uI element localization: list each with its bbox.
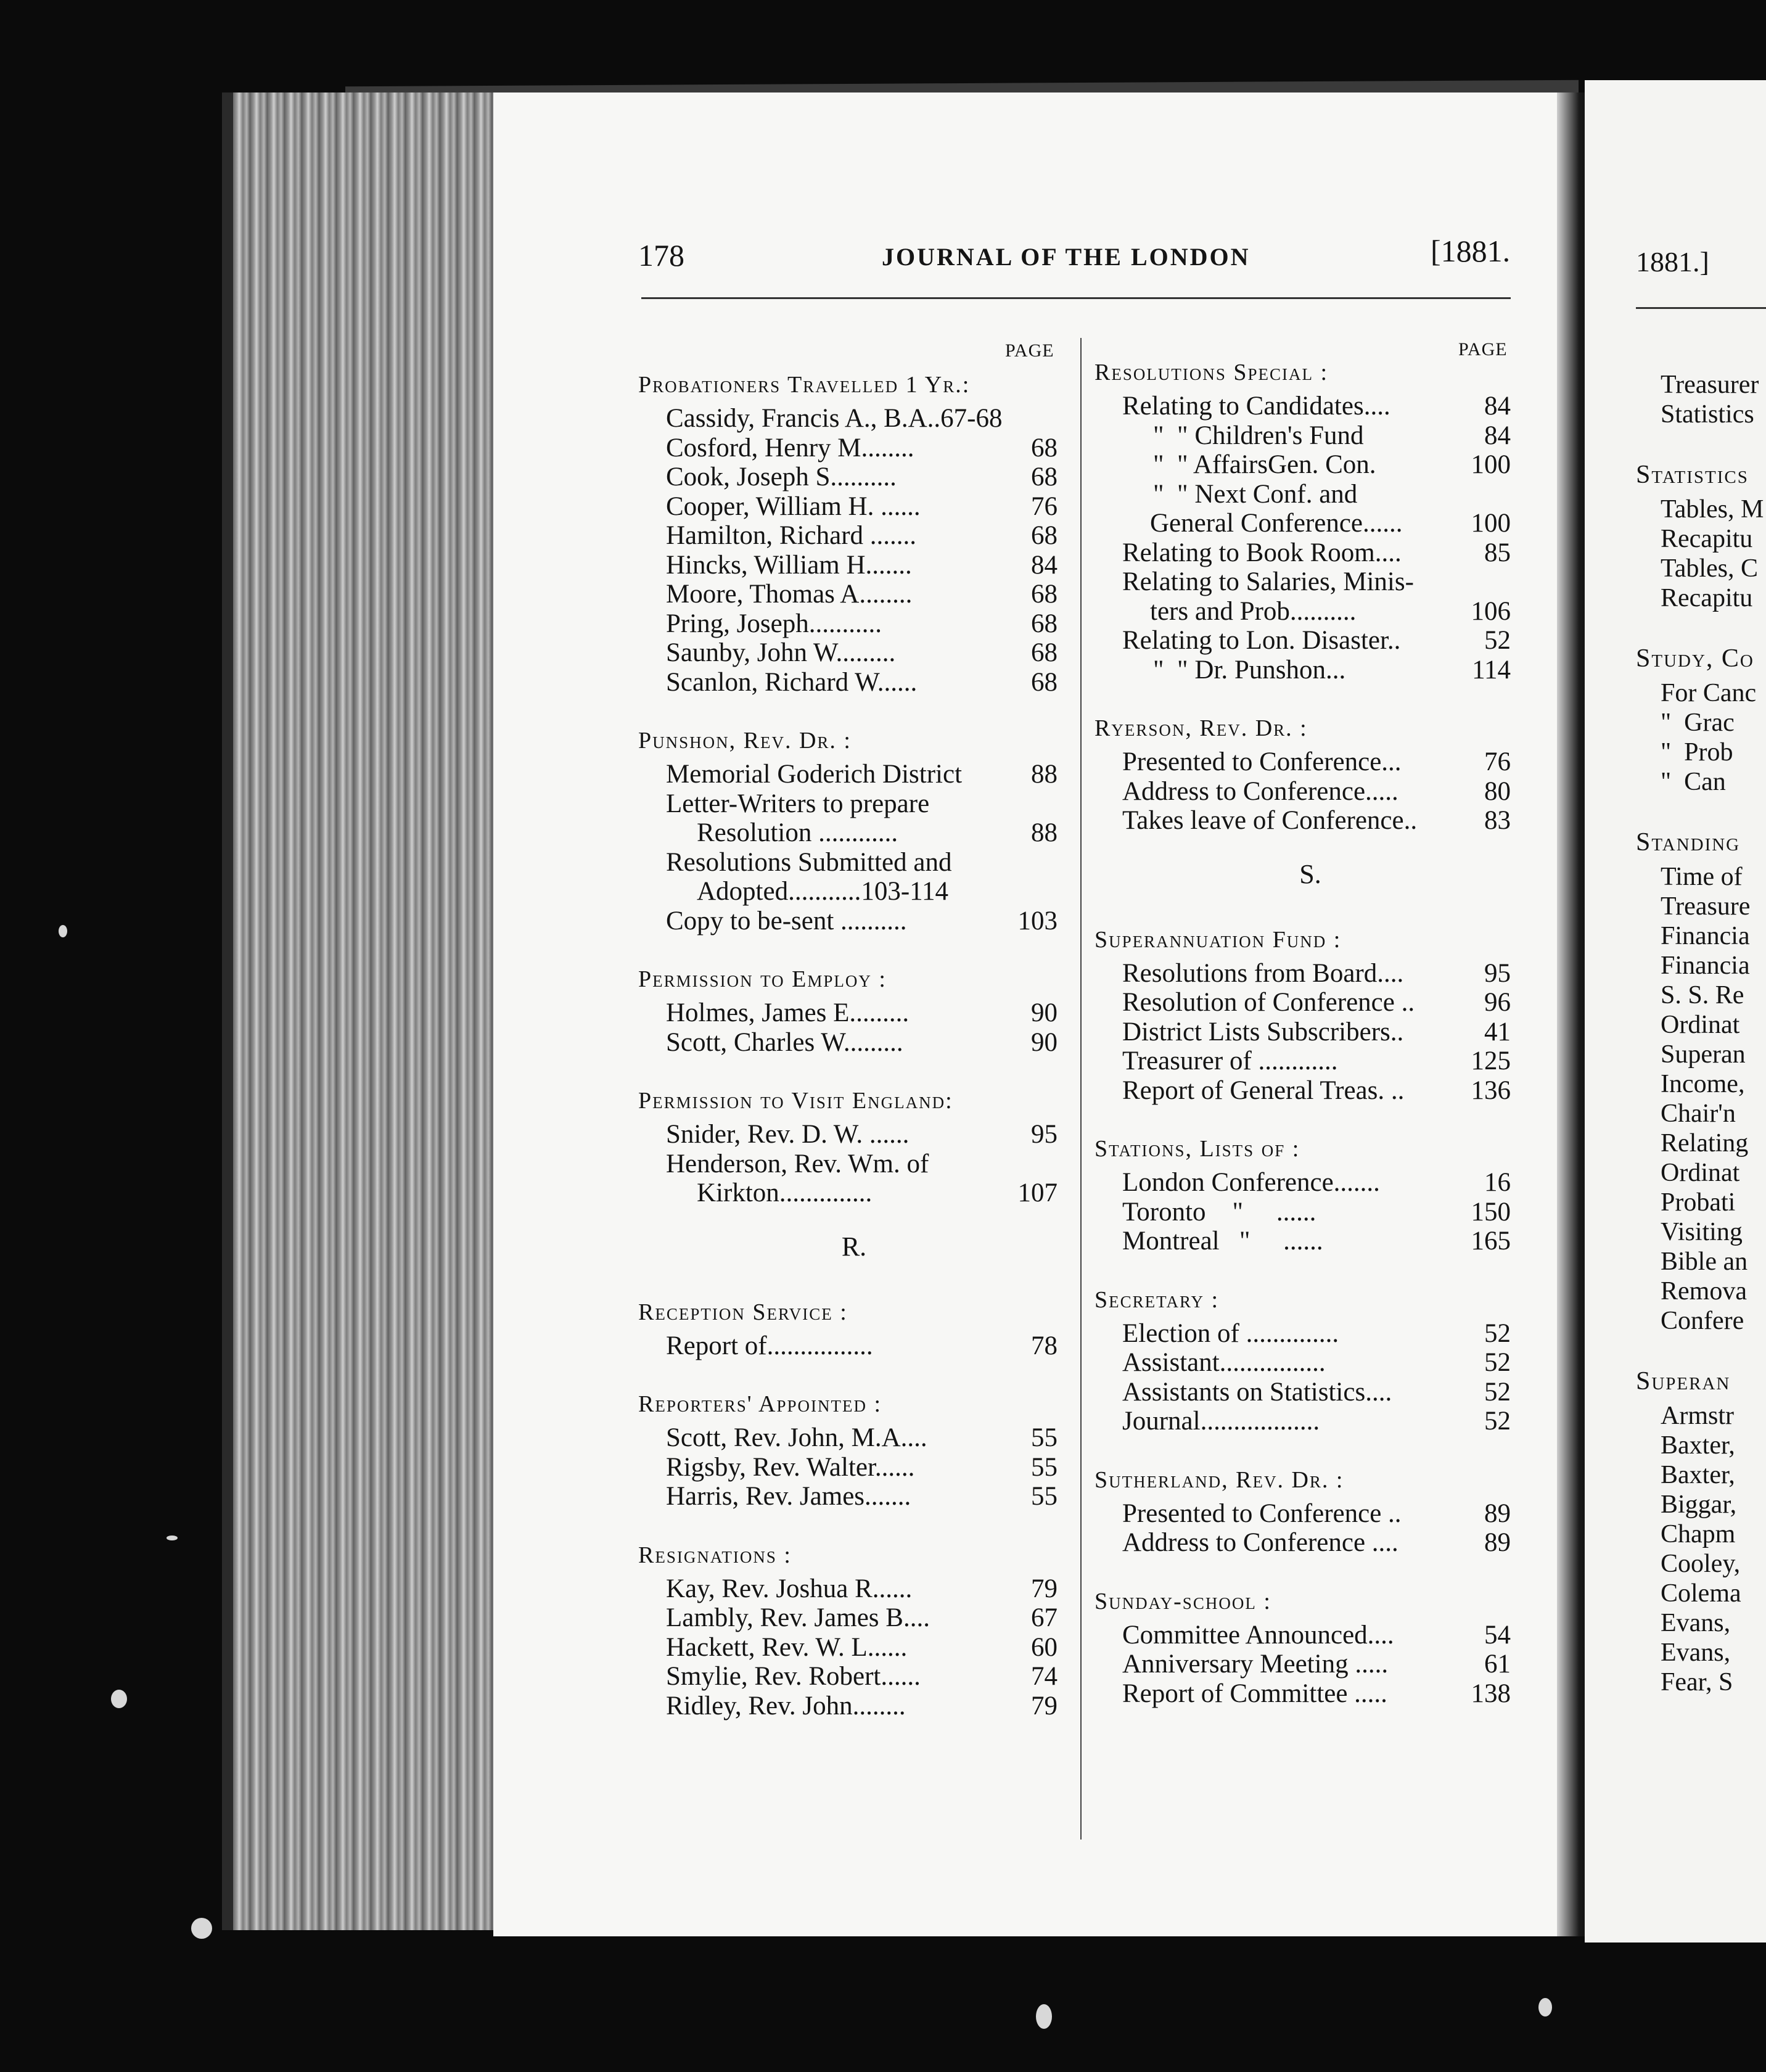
index-entry — [666, 1691, 1058, 1720]
index-entry — [666, 1661, 1058, 1691]
entry-text: Relating to Candidates.... — [1122, 392, 1390, 421]
facing-index-entry: Financia — [1661, 952, 1750, 980]
entry-page-number: 52 — [1484, 626, 1511, 655]
index-entry — [666, 1119, 1058, 1149]
dust-speck — [59, 925, 67, 937]
entry-text: Treasurer of ............ — [1122, 1046, 1338, 1075]
entry-page-number: 68 — [1031, 609, 1058, 638]
index-entry — [666, 759, 1058, 789]
facing-index-entry: Cooley, — [1661, 1550, 1741, 1578]
running-head-year: [1881. — [1431, 234, 1511, 268]
index-entry — [666, 1452, 1058, 1482]
left-page-label: PAGE — [1005, 340, 1054, 361]
entry-text: Cook, Joseph S.......... — [666, 462, 897, 491]
column-divider — [1080, 338, 1082, 1840]
entry-text: " " Dr. Punshon... — [1153, 655, 1346, 684]
index-heading: Punshon, Rev. Dr. : — [638, 728, 852, 754]
index-entry — [666, 491, 1058, 521]
index-entry — [1122, 776, 1511, 806]
page-block-edges — [222, 92, 517, 1930]
entry-page-number: 106 — [1471, 596, 1511, 626]
facing-index-entry: Visiting — [1661, 1218, 1743, 1246]
index-entry — [666, 1481, 1058, 1511]
entry-page-number: 136 — [1471, 1075, 1511, 1105]
entry-page-number: 85 — [1484, 538, 1511, 567]
entry-text: Scott, Rev. John, M.A.... — [666, 1423, 927, 1452]
entry-text: Montreal " ...... — [1122, 1227, 1323, 1256]
entry-page-number: 68 — [1031, 433, 1058, 462]
entry-text: Report of General Treas. .. — [1122, 1075, 1405, 1105]
section-letter: R. — [841, 1231, 867, 1262]
entry-page-number: 52 — [1484, 1318, 1511, 1348]
facing-index-entry: " Can — [1661, 768, 1726, 796]
entry-page-number: 79 — [1031, 1574, 1058, 1603]
entry-page-number: 68 — [1031, 521, 1058, 550]
facing-index-entry: Statistics — [1661, 400, 1754, 429]
entry-page-number: 67 — [1031, 1603, 1058, 1632]
facing-index-entry: Colema — [1661, 1579, 1741, 1608]
entry-page-number: 84 — [1031, 550, 1058, 580]
left-index-column — [638, 92, 1070, 1936]
right-page-label: PAGE — [1458, 339, 1508, 360]
entry-page-number: 96 — [1484, 988, 1511, 1017]
entry-page-number: 74 — [1031, 1662, 1058, 1691]
entry-text: Hincks, William H....... — [666, 550, 912, 580]
facing-page-index — [1636, 80, 1766, 1942]
index-entry — [1122, 1226, 1511, 1256]
entry-page-number: 100 — [1471, 509, 1511, 538]
facing-index-entry: Chair'n — [1661, 1100, 1736, 1128]
index-entry — [666, 579, 1058, 609]
index-heading: Permission to Employ : — [638, 966, 887, 992]
entry-page-number: 89 — [1484, 1498, 1511, 1528]
index-entry — [1153, 450, 1511, 479]
entry-text: Takes leave of Conference.. — [1122, 806, 1418, 835]
facing-index-entry: Superan — [1661, 1040, 1746, 1069]
index-heading: Probationers Travelled 1 Yr.: — [638, 372, 971, 398]
entry-text: Relating to Book Room.... — [1122, 538, 1402, 567]
entry-page-number: 125 — [1471, 1046, 1511, 1075]
index-entry — [666, 1603, 1058, 1632]
entry-text: Moore, Thomas A........ — [666, 580, 913, 609]
entry-text: Scott, Charles W......... — [666, 1027, 903, 1057]
entry-page-number: 55 — [1031, 1452, 1058, 1482]
entry-page-number: 80 — [1484, 776, 1511, 806]
index-entry — [1122, 538, 1511, 567]
index-entry — [1122, 805, 1511, 835]
index-entry — [666, 609, 1058, 638]
entry-text: Resolution of Conference .. — [1122, 988, 1415, 1017]
entry-page-number: 95 — [1031, 1120, 1058, 1149]
index-entry — [666, 1027, 1058, 1057]
facing-index-entry: Chapm — [1661, 1520, 1736, 1548]
right-index-column — [1095, 92, 1526, 1936]
running-head-title: JOURNAL OF THE LONDON — [882, 243, 1251, 271]
entry-page-number: 83 — [1484, 806, 1511, 835]
facing-index-entry: " Grac — [1661, 709, 1735, 737]
dust-speck — [111, 1690, 127, 1708]
entry-text: Cassidy, Francis A., B.A..67-68 — [666, 404, 1003, 433]
dust-speck — [1036, 2004, 1052, 2029]
entry-text: " " AffairsGen. Con. — [1153, 450, 1376, 479]
dust-speck — [1538, 1998, 1552, 2016]
index-entry — [1153, 655, 1511, 684]
index-entry — [697, 1178, 1058, 1207]
entry-text: Committee Announced.... — [1122, 1620, 1394, 1650]
facing-index-entry: Probati — [1661, 1188, 1736, 1217]
entry-text: Resolution ............ — [697, 818, 898, 847]
index-entry — [666, 667, 1058, 697]
entry-text: Copy to be-sent .......... — [666, 906, 907, 935]
entry-page-number: 52 — [1484, 1407, 1511, 1436]
facing-index-entry: Tables, C — [1661, 554, 1759, 583]
entry-page-number: 60 — [1031, 1632, 1058, 1662]
entry-page-number: 88 — [1031, 760, 1058, 789]
index-entry — [666, 433, 1058, 462]
entry-page-number: 84 — [1484, 421, 1511, 450]
entry-page-number: 78 — [1031, 1331, 1058, 1360]
entry-text: Anniversary Meeting ..... — [1122, 1650, 1389, 1679]
facing-index-entry: Biggar, — [1661, 1490, 1737, 1519]
index-heading: Resolutions Special : — [1095, 360, 1329, 385]
entry-page-number: 79 — [1031, 1691, 1058, 1720]
entry-text: Scanlon, Richard W...... — [666, 667, 918, 697]
entry-text: Smylie, Rev. Robert...... — [666, 1662, 921, 1691]
entry-text: Letter-Writers to prepare — [666, 789, 930, 818]
entry-text: Snider, Rev. D. W. ...... — [666, 1120, 910, 1149]
index-entry — [666, 998, 1058, 1027]
entry-page-number: 90 — [1031, 998, 1058, 1027]
index-entry — [1122, 1649, 1511, 1679]
facing-index-heading: Statistics — [1636, 461, 1749, 489]
index-heading: Sunday-school : — [1095, 1588, 1271, 1614]
index-heading: Ryerson, Rev. Dr. : — [1095, 715, 1308, 741]
facing-page — [1585, 80, 1766, 1942]
entry-page-number: 100 — [1471, 450, 1511, 479]
facing-index-entry: Confere — [1661, 1307, 1744, 1335]
index-entry — [666, 906, 1058, 935]
index-entry — [666, 550, 1058, 580]
section-letter: S. — [1299, 858, 1321, 889]
index-entry — [1122, 1347, 1511, 1377]
entry-page-number: 52 — [1484, 1348, 1511, 1377]
index-entry — [1122, 1620, 1511, 1650]
entry-page-number: 55 — [1031, 1423, 1058, 1452]
index-entry — [666, 789, 1058, 818]
entry-page-number: 68 — [1031, 638, 1058, 667]
index-entry — [1122, 1318, 1511, 1348]
dust-speck — [191, 1918, 212, 1939]
entry-page-number: 88 — [1031, 818, 1058, 847]
index-entry — [697, 818, 1058, 847]
entry-text: Harris, Rev. James....... — [666, 1482, 911, 1511]
facing-index-entry: Tables, M — [1661, 495, 1764, 524]
facing-index-entry: Armstr — [1661, 1402, 1734, 1430]
facing-index-entry: Remova — [1661, 1277, 1747, 1305]
entry-text: Journal.................. — [1122, 1407, 1320, 1436]
entry-text: Address to Conference .... — [1122, 1528, 1398, 1557]
entry-text: General Conference...... — [1150, 509, 1403, 538]
entry-text: Election of .............. — [1122, 1318, 1339, 1348]
entry-text: Cooper, William H. ...... — [666, 491, 921, 521]
index-entry — [1153, 479, 1511, 509]
index-entry — [1153, 421, 1511, 450]
entry-text: Pring, Joseph........... — [666, 609, 882, 638]
entry-text: Memorial Goderich District — [666, 760, 963, 789]
entry-text: Ridley, Rev. John........ — [666, 1691, 906, 1720]
facing-index-entry: Relating — [1661, 1129, 1749, 1157]
index-entry — [1122, 1046, 1511, 1075]
entry-text: Rigsby, Rev. Walter...... — [666, 1452, 915, 1482]
entry-text: Adopted...........103-114 — [697, 877, 949, 906]
facing-index-entry: Bible an — [1661, 1248, 1748, 1276]
entry-text: District Lists Subscribers.. — [1122, 1017, 1404, 1046]
entry-text: Lambly, Rev. James B.... — [666, 1603, 930, 1632]
index-entry — [1122, 1498, 1511, 1528]
entry-page-number: 150 — [1471, 1197, 1511, 1227]
index-entry — [1122, 1075, 1511, 1105]
index-entry — [666, 1574, 1058, 1603]
entry-text: Hamilton, Richard ....... — [666, 521, 917, 550]
facing-index-entry: Evans, — [1661, 1609, 1731, 1637]
facing-index-entry: Treasurer — [1661, 371, 1759, 399]
facing-index-entry: Time of — [1661, 863, 1743, 891]
index-entry — [1122, 1406, 1511, 1436]
entry-text: Resolutions Submitted and — [666, 847, 952, 877]
facing-index-entry: Evans, — [1661, 1638, 1731, 1667]
facing-index-entry: Treasure — [1661, 892, 1751, 921]
entry-page-number: 90 — [1031, 1027, 1058, 1057]
entry-page-number: 138 — [1471, 1679, 1511, 1708]
entry-text: " " Next Conf. and — [1153, 479, 1358, 509]
facing-index-entry: Baxter, — [1661, 1431, 1735, 1460]
entry-text: " " Children's Fund — [1153, 421, 1364, 450]
entry-page-number: 103 — [1017, 906, 1058, 935]
index-entry — [1122, 625, 1511, 655]
entry-text: Kay, Rev. Joshua R...... — [666, 1574, 913, 1603]
facing-index-heading: Study, Co — [1636, 644, 1754, 673]
facing-index-entry: Financia — [1661, 922, 1750, 950]
entry-page-number: 68 — [1031, 462, 1058, 491]
index-entry — [1122, 567, 1511, 596]
index-entry — [666, 847, 1058, 877]
entry-page-number: 68 — [1031, 580, 1058, 609]
facing-index-entry: Fear, S — [1661, 1668, 1733, 1696]
entry-text: Saunby, John W......... — [666, 638, 896, 667]
index-entry — [1122, 958, 1511, 988]
index-page — [493, 92, 1572, 1936]
entry-text: Holmes, James E......... — [666, 998, 910, 1027]
entry-text: Henderson, Rev. Wm. of — [666, 1149, 929, 1178]
entry-text: Assistants on Statistics.... — [1122, 1377, 1392, 1407]
index-heading: Sutherland, Rev. Dr. : — [1095, 1466, 1344, 1493]
index-heading: Resignations : — [638, 1542, 792, 1568]
facing-index-entry: S. S. Re — [1661, 981, 1744, 1009]
entry-text: Toronto " ...... — [1122, 1197, 1316, 1227]
index-entry — [666, 462, 1058, 491]
entry-page-number: 95 — [1484, 958, 1511, 988]
entry-page-number: 68 — [1031, 667, 1058, 697]
facing-index-entry: For Canc — [1661, 679, 1757, 707]
entry-page-number: 61 — [1484, 1650, 1511, 1679]
dust-speck — [166, 1536, 178, 1540]
index-entry — [1122, 1527, 1511, 1557]
entry-page-number: 107 — [1017, 1178, 1058, 1207]
facing-index-entry: Recapitu — [1661, 584, 1753, 612]
entry-text: Address to Conference..... — [1122, 776, 1398, 806]
index-entry — [666, 403, 1058, 433]
entry-page-number: 16 — [1484, 1168, 1511, 1197]
facing-page-year: 1881.] — [1636, 246, 1709, 278]
index-entry — [1122, 1017, 1511, 1046]
entry-text: Relating to Lon. Disaster.. — [1122, 626, 1401, 655]
index-heading: Reception Service : — [638, 1299, 848, 1325]
entry-page-number: 76 — [1031, 491, 1058, 521]
facing-index-entry: Ordinat — [1661, 1159, 1740, 1187]
entry-text: Assistant................ — [1122, 1348, 1326, 1377]
index-entry — [1150, 508, 1511, 538]
entry-text: ters and Prob.......... — [1150, 596, 1357, 626]
index-heading: Stations, Lists of : — [1095, 1136, 1300, 1162]
index-entry — [697, 876, 1058, 906]
facing-index-entry: Ordinat — [1661, 1011, 1740, 1039]
entry-text: Presented to Conference... — [1122, 747, 1402, 776]
entry-text: Relating to Salaries, Minis- — [1122, 567, 1414, 596]
index-entry — [666, 1423, 1058, 1452]
facing-index-entry: Recapitu — [1661, 525, 1753, 553]
entry-text: Report of................ — [666, 1331, 873, 1360]
index-entry — [1122, 1679, 1511, 1708]
index-entry — [1122, 1197, 1511, 1227]
index-heading: Reporters' Appointed : — [638, 1391, 882, 1417]
entry-page-number: 54 — [1484, 1620, 1511, 1650]
index-entry — [1122, 987, 1511, 1017]
entry-page-number: 52 — [1484, 1377, 1511, 1407]
entry-text: Cosford, Henry M........ — [666, 433, 914, 462]
entry-text: Kirkton.............. — [697, 1178, 873, 1207]
entry-page-number: 41 — [1484, 1017, 1511, 1046]
index-entry — [1122, 747, 1511, 776]
entry-text: Report of Committee ..... — [1122, 1679, 1387, 1708]
index-entry — [666, 520, 1058, 550]
entry-text: Presented to Conference .. — [1122, 1498, 1402, 1528]
facing-index-heading: Standing — [1636, 828, 1741, 857]
index-entry — [1150, 596, 1511, 626]
entry-page-number: 84 — [1484, 392, 1511, 421]
index-entry — [1122, 1377, 1511, 1407]
facing-index-entry: Income, — [1661, 1070, 1745, 1098]
index-heading: Permission to Visit England: — [638, 1088, 953, 1114]
facing-index-heading: Superan — [1636, 1367, 1731, 1396]
entry-page-number: 114 — [1472, 655, 1511, 684]
index-entry — [666, 638, 1058, 667]
entry-text: London Conference....... — [1122, 1168, 1380, 1197]
index-entry — [1122, 391, 1511, 421]
index-entry — [666, 1331, 1058, 1360]
index-entry — [666, 1632, 1058, 1662]
entry-page-number: 89 — [1484, 1528, 1511, 1557]
entry-page-number: 55 — [1031, 1482, 1058, 1511]
index-heading: Secretary : — [1095, 1286, 1220, 1313]
index-entry — [666, 1149, 1058, 1178]
entry-page-number: 165 — [1471, 1227, 1511, 1256]
page-number: 178 — [638, 238, 684, 273]
entry-text: Hackett, Rev. W. L...... — [666, 1632, 908, 1662]
entry-page-number: 76 — [1484, 747, 1511, 776]
facing-index-entry: " Prob — [1661, 738, 1733, 767]
facing-index-entry: Baxter, — [1661, 1461, 1735, 1489]
index-heading: Superannuation Fund : — [1095, 926, 1342, 953]
index-entry — [1122, 1167, 1511, 1197]
entry-text: Resolutions from Board.... — [1122, 958, 1404, 988]
